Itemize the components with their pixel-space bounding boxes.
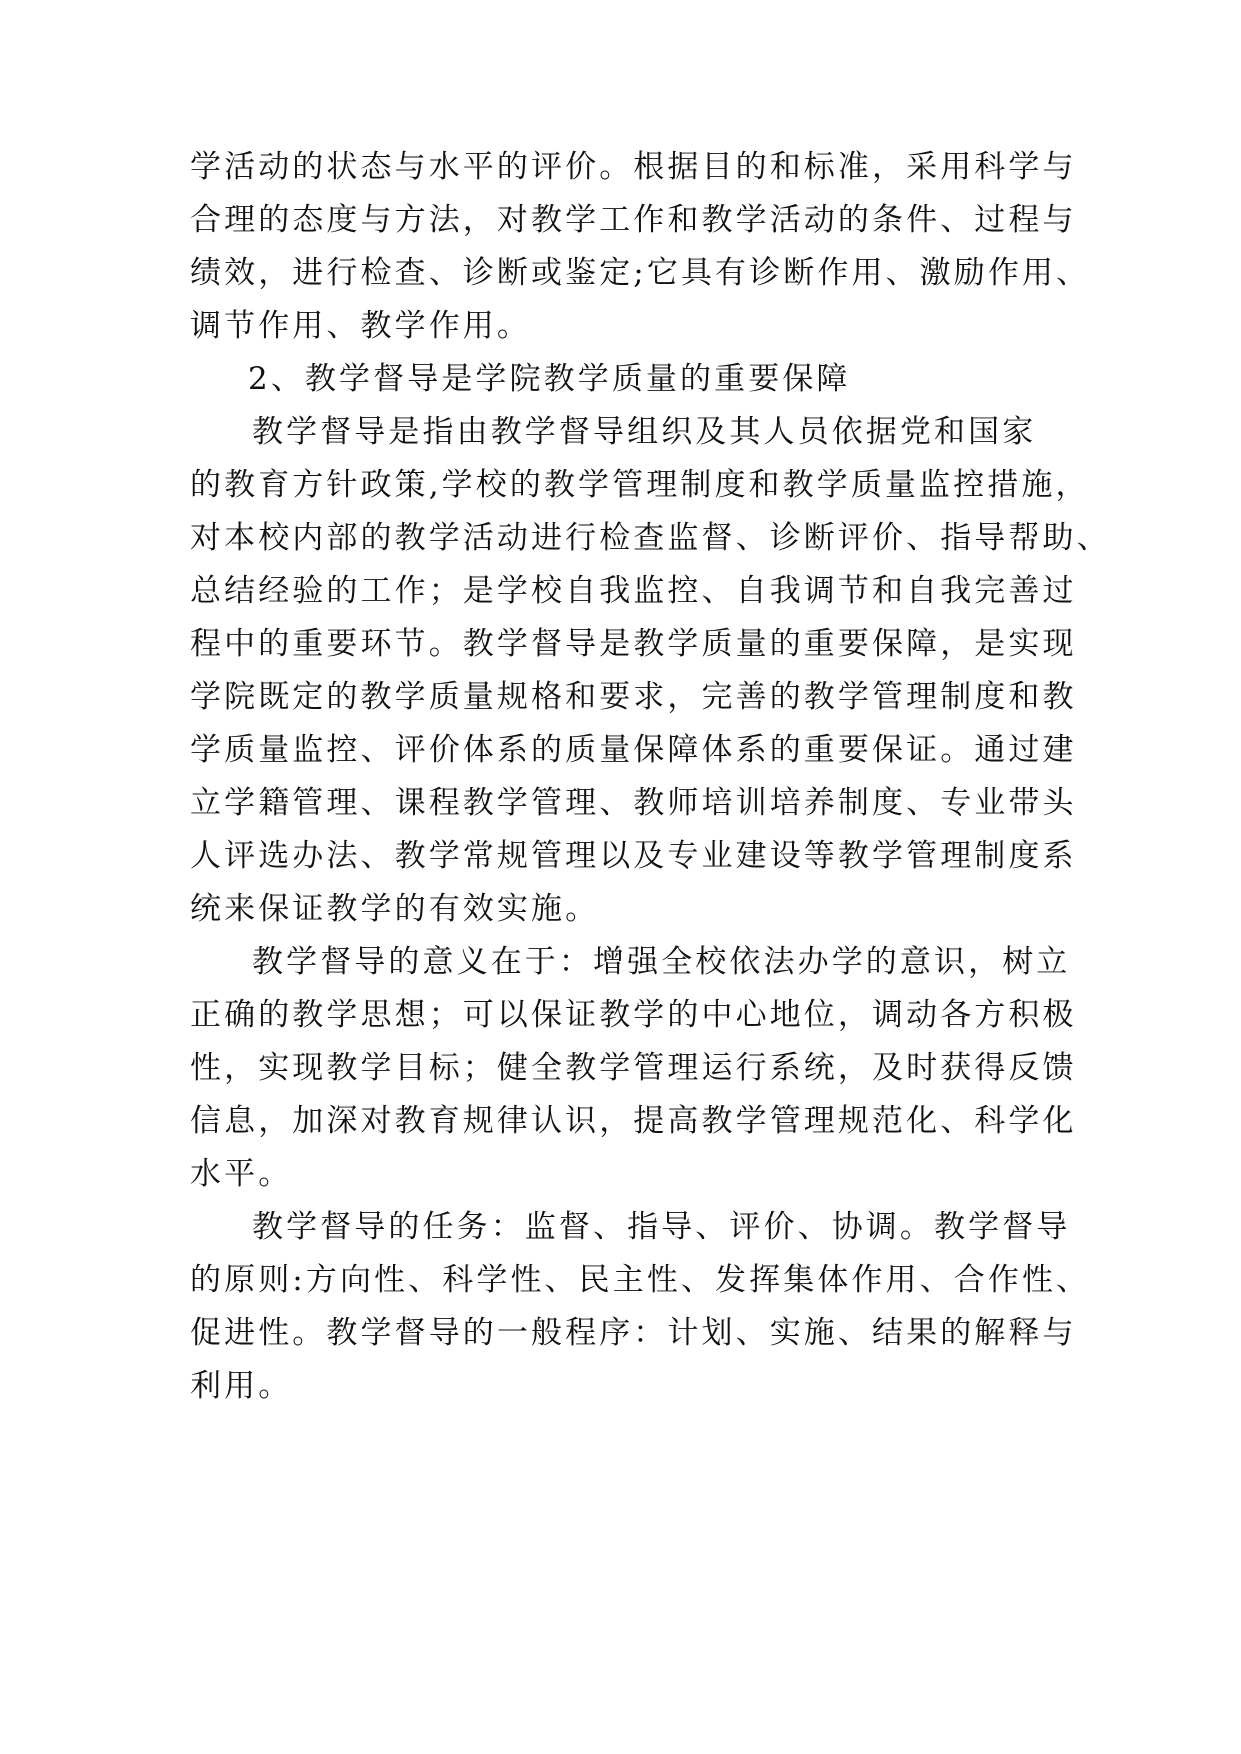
text-line: 统来保证教学的有效实施。 — [190, 891, 600, 927]
section-heading: 2、教学督导是学院教学质量的重要保障 — [248, 361, 851, 397]
text-line: 信息，加深对教育规律认识，提高教学管理规范化、科学化 — [190, 1103, 1077, 1139]
paragraph-first-line: 教学督导的意义在于：增强全校依法办学的意识，树立 — [252, 944, 1071, 980]
text-line: 学活动的状态与水平的评价。根据目的和标准，采用科学与 — [190, 149, 1077, 185]
paragraph-first-line: 教学督导的任务：监督、指导、评价、协调。教学督导 — [252, 1209, 1071, 1245]
text-line: 利用。 — [190, 1368, 293, 1404]
text-line: 正确的教学思想；可以保证教学的中心地位，调动各方积极 — [190, 997, 1077, 1033]
text-line: 程中的重要环节。教学督导是教学质量的重要保障，是实现 — [190, 626, 1077, 662]
text-line: 对本校内部的教学活动进行检查监督、诊断评价、指导帮助、 — [190, 520, 1111, 556]
text-line: 的教育方针政策,学校的教学管理制度和教学质量监控措施， — [190, 467, 1090, 503]
text-line: 的原则:方向性、科学性、民主性、发挥集体作用、合作性、 — [190, 1262, 1091, 1298]
text-line: 调节作用、教学作用。 — [190, 308, 531, 344]
text-line: 人评选办法、教学常规管理以及专业建设等教学管理制度系 — [190, 838, 1077, 874]
text-line: 总结经验的工作；是学校自我监控、自我调节和自我完善过 — [190, 573, 1077, 609]
text-line: 性，实现教学目标；健全教学管理运行系统，及时获得反馈 — [190, 1050, 1077, 1086]
text-line: 学院既定的教学质量规格和要求，完善的教学管理制度和教 — [190, 679, 1077, 715]
text-line: 合理的态度与方法，对教学工作和教学活动的条件、过程与 — [190, 202, 1077, 238]
text-line: 立学籍管理、课程教学管理、教师培训培养制度、专业带头 — [190, 785, 1077, 821]
paragraph-first-line: 教学督导是指由教学督导组织及其人员依据党和国家 — [252, 414, 1037, 450]
text-line: 绩效，进行检查、诊断或鉴定;它具有诊断作用、激励作用、 — [190, 255, 1091, 291]
text-line: 学质量监控、评价体系的质量保障体系的重要保证。通过建 — [190, 732, 1077, 768]
text-line: 促进性。教学督导的一般程序：计划、实施、结果的解释与 — [190, 1315, 1077, 1351]
text-line: 水平。 — [190, 1156, 293, 1192]
